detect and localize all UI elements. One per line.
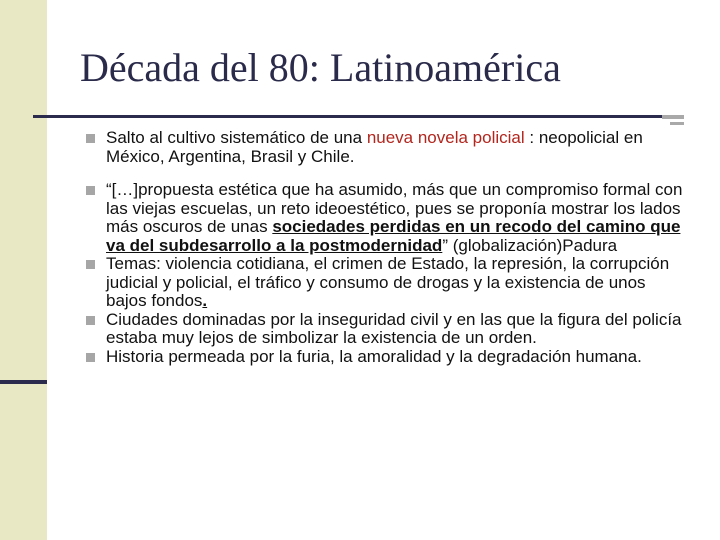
bullet-item xyxy=(86,255,686,311)
bullet-text-part: Historia permeada por la furia, la amoralidad y la degradación humana. xyxy=(106,346,642,366)
bullet-text-part: ” (globalización)Padura xyxy=(442,235,618,255)
square-bullet-icon xyxy=(86,134,95,143)
underlined-period: . xyxy=(202,291,208,310)
bullet-text-part: Salto al cultivo sistemático de una xyxy=(106,128,367,147)
left-decorative-band xyxy=(0,0,47,540)
bullet-item xyxy=(86,181,686,255)
title-underline-rule xyxy=(33,115,662,118)
bullet-text-part: Ciudades dominadas por la inseguridad civil y en las que la figura del policía estaba muy lejos de simbolizar la existencia de un orden. xyxy=(106,309,682,347)
square-bullet-icon xyxy=(86,186,95,195)
bullet-list xyxy=(86,129,686,366)
bullet-text-part: Temas: violencia cotidiana, el crimen de Estado, la represión, la corrupción judicial y policial, el tráfico y consumo de drogas y la existencia de unos bajos fondos xyxy=(106,254,670,310)
bullet-item xyxy=(86,129,686,166)
bullet-text-part: “[…]propuesta estética que ha asumido, más que un compromiso formal con las viejas escuelas, un reto ideoestético, pues se proponía mostrar los lados más oscuros de unas xyxy=(106,180,683,236)
title-rule-gray-accent xyxy=(662,115,684,119)
square-bullet-icon xyxy=(86,260,95,269)
slide-title: Década del 80: Latinoamérica xyxy=(80,45,561,90)
highlighted-term: nueva novela policial xyxy=(366,128,525,147)
title-rule-gray-accent-lower xyxy=(670,122,684,125)
square-bullet-icon xyxy=(86,316,95,325)
bullet-text-part: : neopolicial en México, Argentina, Brasil y Chile. xyxy=(106,128,643,166)
bullet-item xyxy=(86,311,686,348)
left-accent-line xyxy=(0,380,47,384)
underlined-phrase: sociedades perdidas en un recodo del camino que va del subdesarrollo a la postmodernidad xyxy=(106,217,681,255)
bullet-item xyxy=(86,348,686,367)
square-bullet-icon xyxy=(86,353,95,362)
